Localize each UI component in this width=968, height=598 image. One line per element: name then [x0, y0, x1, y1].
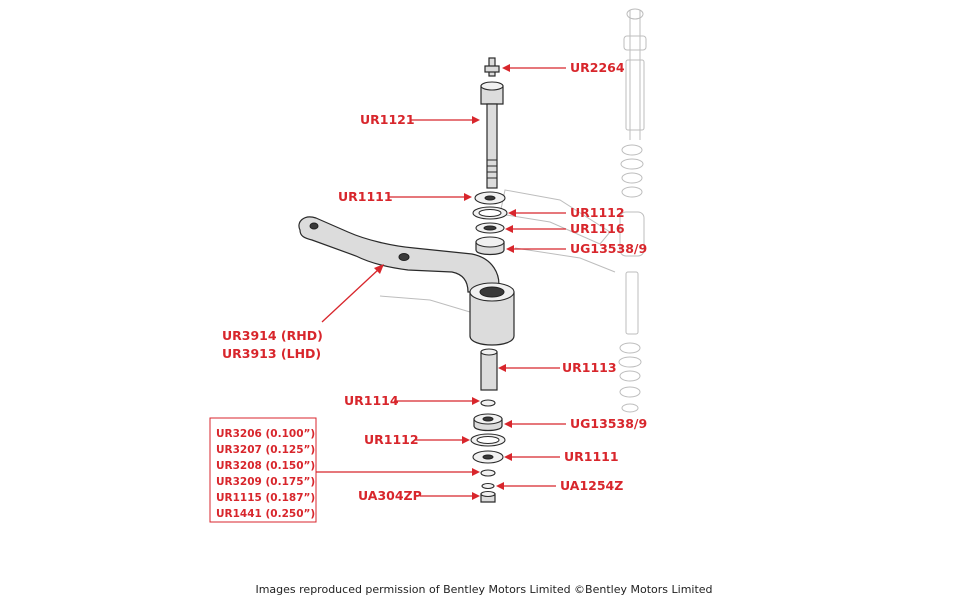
- label-ur1112-bottom: UR1112: [364, 432, 419, 447]
- swivel-housing: [470, 283, 514, 345]
- shim-item: UR1441 (0.250”): [216, 508, 316, 520]
- label-ur2264: UR2264: [570, 60, 625, 75]
- label-ur1121: UR1121: [360, 112, 415, 127]
- washer-stack-top: [473, 192, 507, 255]
- label-ur3913: UR3913 (LHD): [222, 346, 322, 361]
- label-ur3914: UR3914 (RHD): [222, 328, 323, 343]
- label-ur1111-top: UR1111: [338, 189, 393, 204]
- label-ua304zp: UA304ZP: [358, 488, 422, 503]
- image-credit: Images reproduced permission of Bentley Motors Limited ©Bentley Motors Limited: [255, 583, 713, 596]
- shim-item: UR3209 (0.175”): [216, 476, 316, 488]
- label-ug13538-top: UG13538/9: [570, 241, 648, 256]
- sleeve-ur1113: [481, 349, 497, 390]
- label-ur1111-bottom: UR1111: [564, 449, 619, 464]
- shim-options-box: [210, 418, 316, 522]
- leader-lines: [316, 64, 566, 500]
- label-ur1116: UR1116: [570, 221, 625, 236]
- shim-item: UR3208 (0.150”): [216, 460, 316, 472]
- steering-arm: [299, 217, 499, 292]
- label-ug13538-bottom: UG13538/9: [570, 416, 648, 431]
- shim-item: UR1115 (0.187”): [216, 492, 316, 504]
- label-ur1112-top: UR1112: [570, 205, 625, 220]
- label-ua1254z: UA1254Z: [560, 478, 624, 493]
- label-ur1114: UR1114: [344, 393, 399, 408]
- shim-item: UR3207 (0.125”): [216, 444, 316, 456]
- shim-item: UR3206 (0.100”): [216, 428, 316, 440]
- pin-ur1121: [481, 82, 503, 188]
- label-ur1113: UR1113: [562, 360, 617, 375]
- stud-ur2264: [485, 58, 499, 76]
